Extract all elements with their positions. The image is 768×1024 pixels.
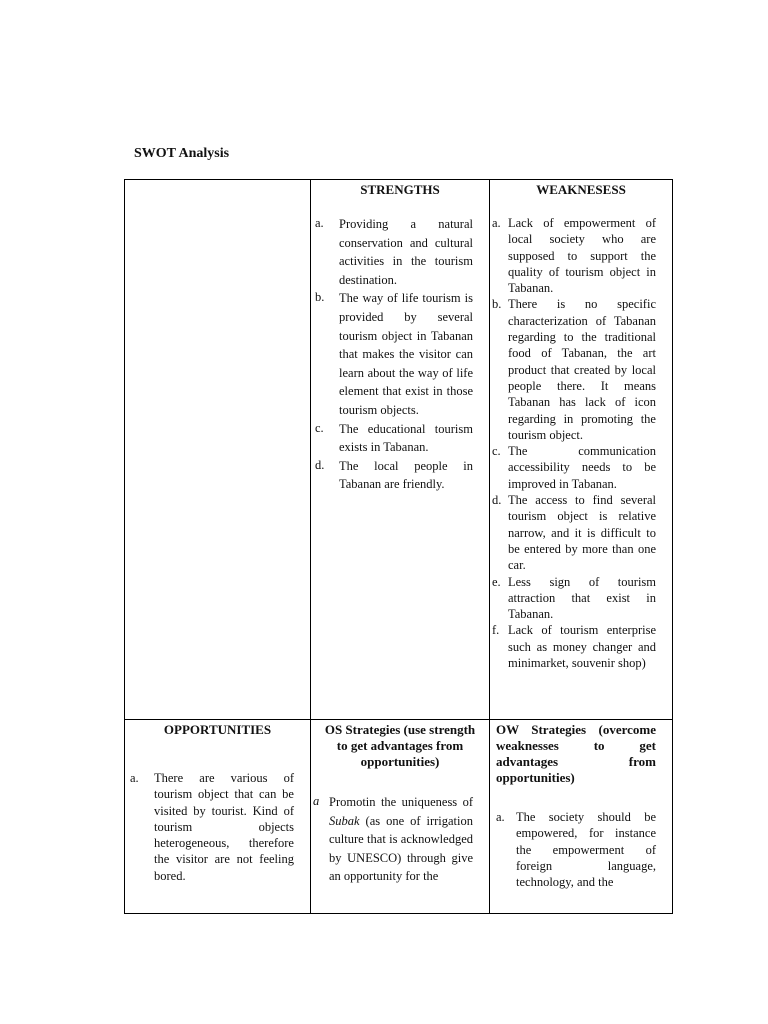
item-text: There is no specific characterization of Tabanan regarding to the traditional food of Tabanan, the art product that created by local people there. It means Tabanan has lack of icon regarding in promoting the tourism object. (508, 297, 656, 442)
item-text: The society should be empowered, for instance the empowerment of foreign language, technology, and the (516, 810, 656, 890)
opportunities-list (125, 770, 310, 884)
item-letter: b. (315, 290, 325, 305)
item-text: The way of life tourism is provided by several tourism object in Tabanan that makes the visitor can learn about the way of life element that exist in those tourism objects. (339, 291, 473, 417)
item-letter: c. (315, 420, 324, 435)
item-letter: d. (492, 493, 502, 508)
item-letter: f. (492, 623, 500, 638)
os-strategies-cell (311, 720, 490, 914)
item-letter: a. (496, 810, 505, 824)
ow-strategies-header: OW Strategies (overcome weaknesses to get advantages from opportunities) (496, 722, 656, 785)
item-letter: b. (492, 297, 502, 312)
opportunities-cell (125, 720, 311, 914)
item-letter: d. (315, 457, 325, 472)
list-item (315, 289, 473, 419)
item-letter: c. (492, 444, 501, 459)
list-item (313, 793, 473, 886)
strengths-list (311, 215, 489, 494)
blank-corner-cell (125, 180, 311, 720)
item-text: Providing a natural conservation and cultural activities in the tourism destination. (339, 217, 473, 287)
item-text: Less sign of tourism attraction that exist in Tabanan. (508, 574, 656, 622)
weaknesses-cell (490, 180, 673, 720)
italic-term: Subak (329, 813, 360, 828)
os-strategies-header: OS Strategies (use strength to get advantages from opportunities) (324, 722, 476, 769)
strengths-header: STRENGTHS (360, 182, 440, 197)
swot-table (124, 179, 673, 914)
item-letter: a (313, 794, 320, 808)
opportunities-header: OPPORTUNITIES (163, 722, 272, 737)
item-text: There are various of tourism object that can be visited by tourist. Kind of tourism objects heterogeneous, therefore the visitor are not feeling bored. (154, 771, 294, 883)
list-item (130, 770, 294, 884)
item-text: The educational tourism exists in Tabanan. (339, 421, 473, 455)
item-letter: e. (492, 574, 501, 589)
item-text: Lack of tourism enterprise such as money changer and minimarket, souvenir shop) (508, 623, 656, 671)
list-item (315, 215, 473, 289)
list-item (492, 492, 656, 573)
table-row (125, 180, 673, 720)
list-item (496, 809, 656, 890)
item-letter: a. (315, 216, 324, 230)
list-item (492, 443, 656, 492)
list-item (315, 457, 473, 494)
item-text: The local people in Tabanan are friendly. (339, 458, 473, 492)
ow-strategies-list (490, 809, 672, 890)
item-text: The communication accessibility needs to be improved in Tabanan. (508, 444, 656, 491)
table-row (125, 720, 673, 914)
strengths-cell (311, 180, 490, 720)
list-item (315, 420, 473, 457)
ow-strategies-cell (490, 720, 673, 914)
weaknesses-header: WEAKNESESS (536, 182, 626, 197)
weaknesses-list (490, 215, 672, 671)
item-letter: a. (492, 216, 501, 230)
item-text (329, 793, 473, 886)
item-text: The access to find several tourism object is relative narrow, and it is difficult to be entered by more than one car. (508, 493, 656, 573)
os-strategies-list (311, 793, 489, 886)
list-item (492, 296, 656, 443)
item-letter: a. (130, 771, 139, 785)
list-item (492, 215, 656, 296)
list-item (492, 622, 656, 671)
item-text-part: Promotin the uniqueness of (329, 795, 473, 809)
list-item (492, 574, 656, 623)
item-text: Lack of empowerment of local society who are supposed to support the quality of tourism object in Tabanan. (508, 216, 656, 296)
document-title: SWOT Analysis (134, 146, 230, 161)
item-text-part: (as one of irrigation culture that is acknowledged by UNESCO) through give an opportunity for the (329, 813, 473, 884)
